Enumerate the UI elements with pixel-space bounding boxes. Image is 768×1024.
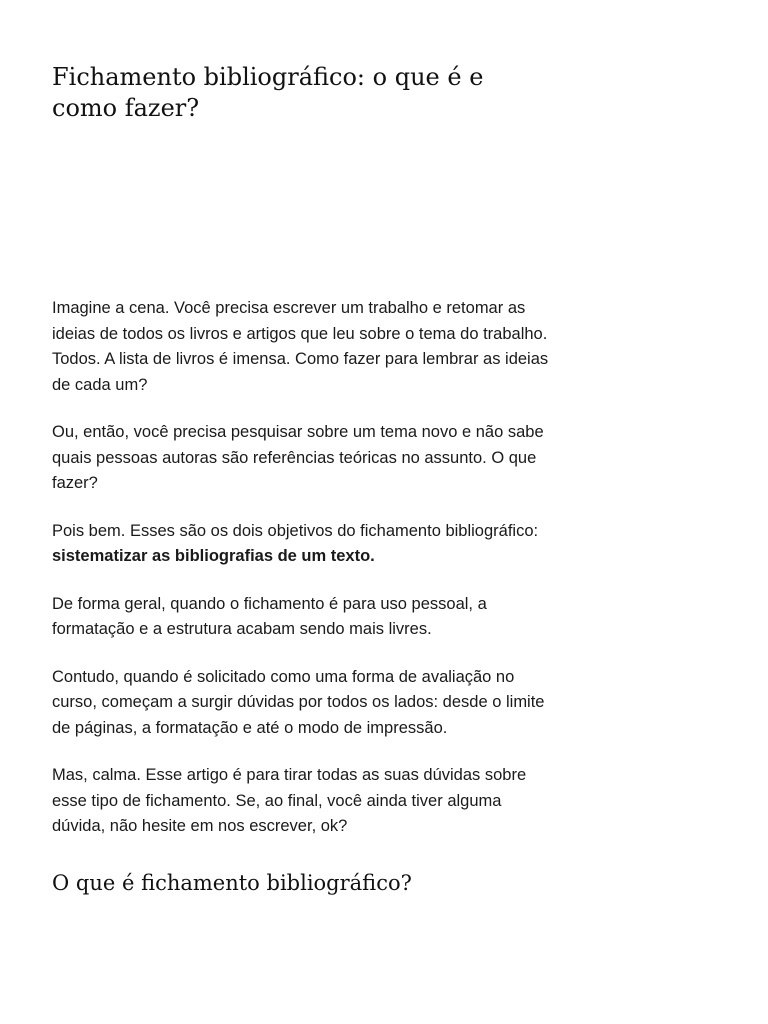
paragraph-intro: Imagine a cena. Você precisa escrever um trabalho e retomar as ideias de todos os livros e artigos que leu sobre o tema do trabalho. Todos. A lista de livros é imensa. Como fazer para lembrar as ideias de cada um? bbox=[52, 299, 549, 394]
article-body bbox=[52, 296, 552, 840]
paragraph-reassurance: Mas, calma. Esse artigo é para tirar todas as suas dúvidas sobre esse tipo de fichamento. Se, ao final, você ainda tiver alguma dúvida, não hesite em nos escrever, ok? bbox=[52, 766, 527, 835]
blank-space bbox=[52, 124, 552, 296]
article bbox=[52, 62, 552, 897]
paragraph-research: Ou, então, você precisa pesquisar sobre um tema novo e não sabe quais pessoas autoras são referências teóricas no assunto. O que fazer? bbox=[52, 423, 544, 492]
paragraph-evaluation: Contudo, quando é solicitado como uma forma de avaliação no curso, começam a surgir dúvidas por todos os lados: desde o limite de páginas, a formatação e até o modo de impressão. bbox=[52, 667, 545, 737]
objectives-emphasis: sistematizar as bibliografias de um texto. bbox=[52, 547, 375, 565]
objectives-text: Pois bem. Esses são os dois objetivos do fichamento bibliográfico: bbox=[52, 521, 539, 540]
paragraph-objectives bbox=[52, 519, 552, 570]
paragraph-personal-use: De forma geral, quando o fichamento é para uso pessoal, a formatação e a estrutura acabam sendo mais livres. bbox=[52, 594, 487, 638]
section-heading: O que é fichamento bibliográfico? bbox=[52, 870, 412, 895]
article-title: Fichamento bibliográfico: o que é e como fazer? bbox=[52, 63, 484, 122]
